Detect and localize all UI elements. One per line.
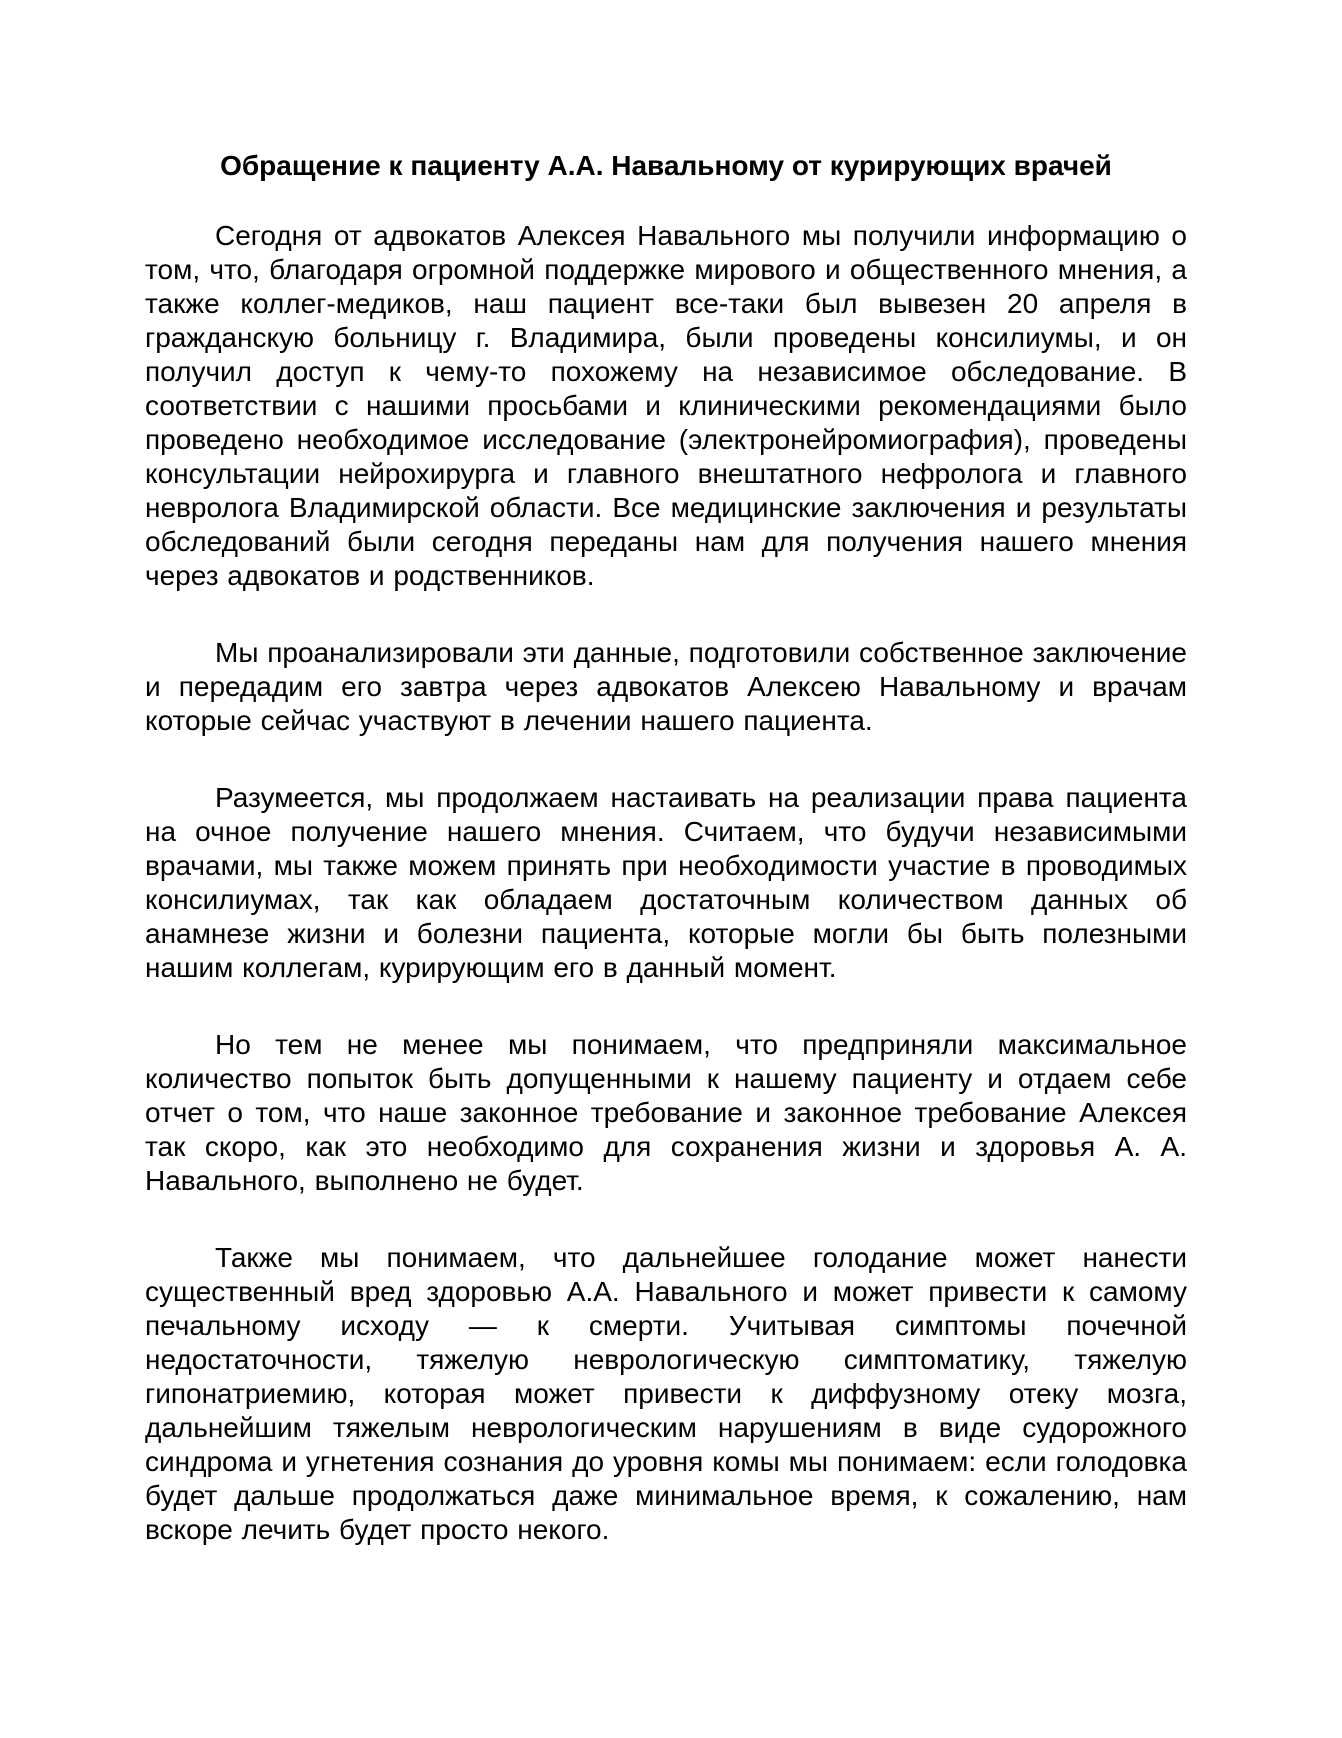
paragraph: Разумеется, мы продолжаем настаивать на реализации права пациента на очное получение нашего мнения. Считаем, что будучи независимыми врачами, мы также можем принять при необходимости участие в проводимых консилиумах, так как обладаем достаточным количеством данных об анамнезе жизни и болезни пациента, которые могли бы быть полезными нашим коллегам, курирующим его в данный момент.	[145, 782, 1187, 983]
paragraph: Мы проанализировали эти данные, подготовили собственное заключение и передадим его завтра через адвокатов Алексею Навальному и врачам которые сейчас участвуют в лечении нашего пациента.	[145, 637, 1187, 736]
paragraph: Сегодня от адвокатов Алексея Навального мы получили информацию о том, что, благодаря огромной поддержке мирового и общественного мнения, а также коллег-медиков, наш пациент все-таки был вывезен 20 апреля в гражданскую больницу г. Владимира, были проведены консилиумы, и он получил доступ к чему-то похожему на независимое обследование. В соответствии с нашими просьбами и клиническими рекомендациями было проведено необходимое исследование (электронейромиография), проведены консультации нейрохирурга и главного внештатного нефролога и главного невролога Владимирской области. Все медицинские заключения и результаты обследований были сегодня переданы нам для получения нашего мнения через адвокатов и родственников.	[145, 220, 1187, 591]
page-title: Обращение к пациенту А.А. Навальному от курирующих врачей	[220, 150, 1112, 181]
paragraph: Также мы понимаем, что дальнейшее голодание может нанести существенный вред здоровью А.А. Навального и может привести к самому печальному исходу — к смерти. Учитывая симптомы почечной недостаточности, тяжелую неврологическую симптоматику, тяжелую гипонатриемию, которая может привести к диффузному отеку мозга, дальнейшим тяжелым неврологическим нарушениям в виде судорожного синдрома и угнетения сознания до уровня комы мы понимаем: если голодовка будет дальше продолжаться даже минимальное время, к сожалению, нам вскоре лечить будет просто некого.	[145, 1242, 1187, 1545]
paragraph: Но тем не менее мы понимаем, что предприняли максимальное количество попыток быть допущенными к нашему пациенту и отдаем себе отчет о том, что наше законное требование и законное требование Алексея так скоро, как это необходимо для сохранения жизни и здоровья А. А. Навального, выполнено не будет.	[145, 1029, 1187, 1196]
